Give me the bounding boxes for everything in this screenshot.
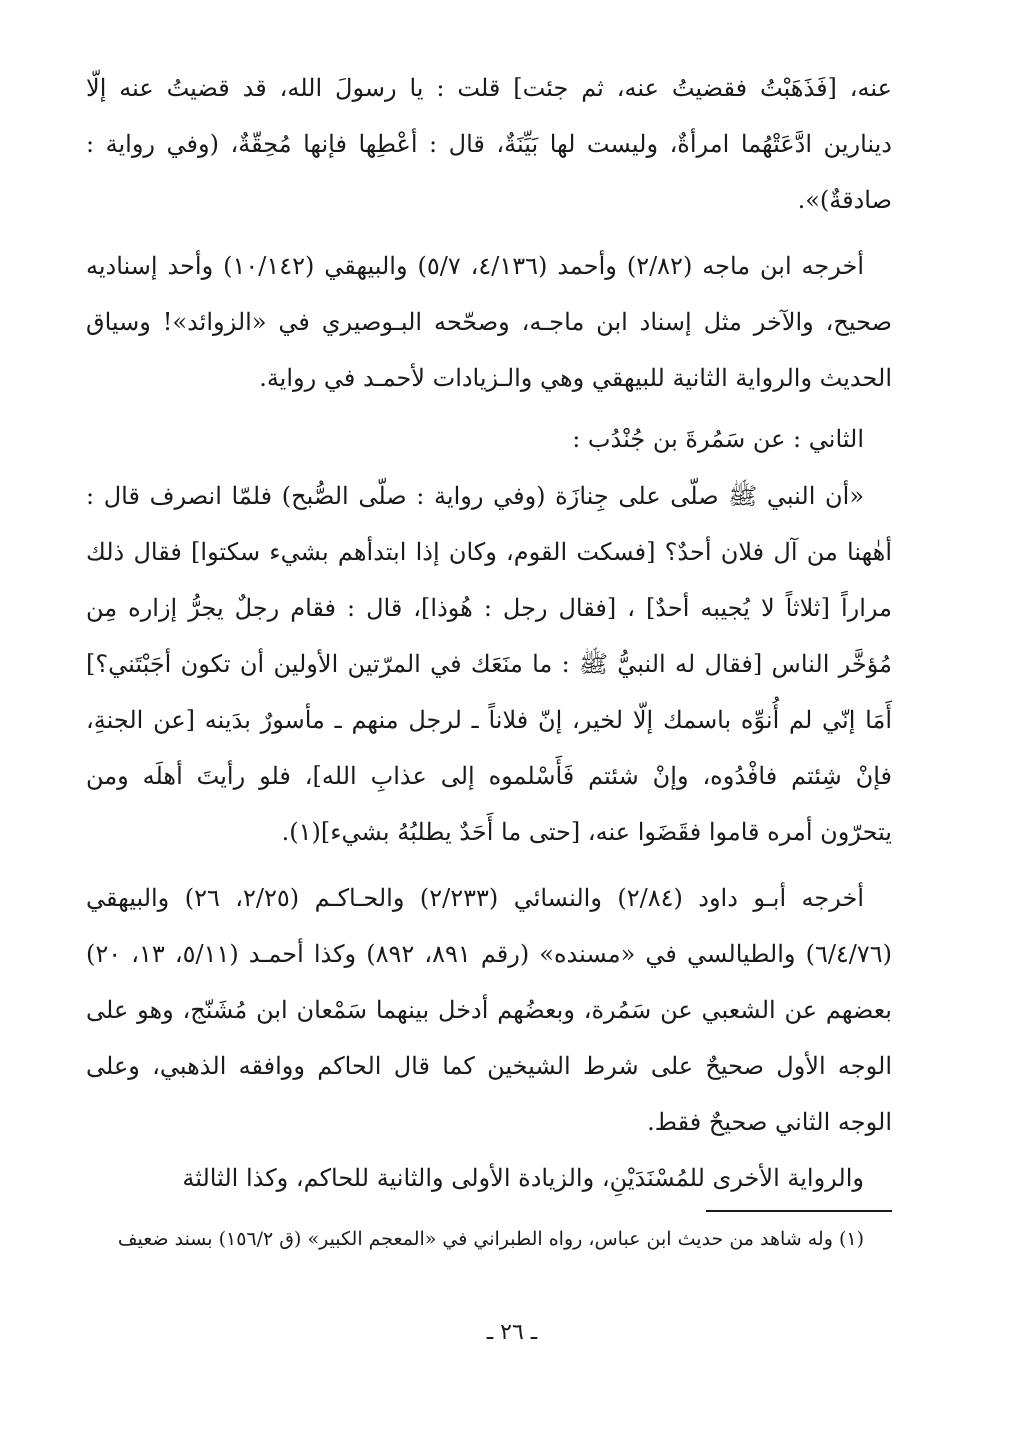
takhrij-paragraph-1: أخرجه ابن ماجه (٢/٨٢) وأحمد (٤/١٣٦، ٥/٧) والبيهقي (١٠/١٤٢) وأحد إسناديه صحيح، والآخر مثل إسناد ابن ماجـه، وصحّحه البـوصيري في «الزوائد»! وسياق الحديث والرواية الثانية للبيهقي وهي والـزيادات لأحمـد في رواية. bbox=[86, 252, 892, 392]
hadith-paragraph-2: «أن النبي ﷺ صلّى على جِنازَة (وفي رواية : صلّى الصُّبح) فلمّا انصرف قال : أهٰهنا من آل فلان أحدٌ؟ [فسكت القوم، وكان إذا ابتدأهم بشيء سكتوا] فقال ذلك مراراً [ثلاثاً لا يُجيبه أحدٌ] ، [فقال رجل : هُوذا]، قال : فقام رجلٌ يجرُّ إزاره مِن مُؤخَّر الناس [فقال له النبيُّ ﷺ : ما منَعَك في المرّتين الأولين أن تكون أجَبْتَني؟] أَمَا إنّي لم أُنوِّه باسمك إلّا لخير، إنّ فلاناً ـ لرجل منهم ـ مأسورٌ بدَينه [عن الجنةِ، فإنْ شِئتم فافْدُوه، وإنْ شئتم فَأَسْلموه إلى عذابِ الله]، فلو رأيتَ أهلَه ومن يتحرّون أمره قاموا فقَضَوا عنه، [حتى ما أَحَدٌ يطلبُهُ بشيء](١). bbox=[86, 482, 892, 846]
page-number: ـ ٢٦ ـ bbox=[486, 1320, 538, 1345]
footnote: (١) وله شاهد من حديث ابن عباس، رواه الطبراني في «المعجم الكبير» (ق ١٥٦/٢) بسند ضعيف bbox=[117, 1228, 864, 1250]
takhrij-paragraph-2: أخرجه أبـو داود (٢/٨٤) والنسائي (٢/٢٣٣) والحـاكـم (٢/٢٥، ٢٦) والبيهقي (٦/٤/٧٦) والطيالسي في «مسنده» (رقم ٨٩١، ٨٩٢) وكذا أحمـد (٥/١١، ١٣، ٢٠) بعضهم عن الشعبي عن سَمُرة، وبعضُهم أدخل بينهما سَمْعان ابن مُشَنّج، وهو على الوجه الأول صحيحٌ على شرط الشيخين كما قال الحاكم ووافقه الذهبي، وعلى الوجه الثاني صحيحٌ فقط. bbox=[86, 884, 893, 1136]
footnote-divider bbox=[706, 1210, 892, 1212]
page-body bbox=[86, 60, 892, 1206]
section-heading: الثاني : عن سَمُرةَ بن جُنْدُب : bbox=[572, 425, 864, 453]
closing-paragraph: والرواية الأخرى للمُسْنَدَيْنِ، والزيادة الأولى والثانية للحاكم، وكذا الثالثة bbox=[182, 1164, 864, 1192]
hadith-continuation-paragraph: عنه، [فَذَهَبْتُ فقضيتُ عنه، ثم جئت] قلت : يا رسولَ الله، قد قضيتُ عنه إلّا دينارين ادَّعَتْهُما امرأةٌ، وليست لها بَيِّنَةٌ، قال : أعْطِها فإنها مُحِقّةٌ، (وفي رواية : صادقةٌ)». bbox=[86, 74, 892, 214]
